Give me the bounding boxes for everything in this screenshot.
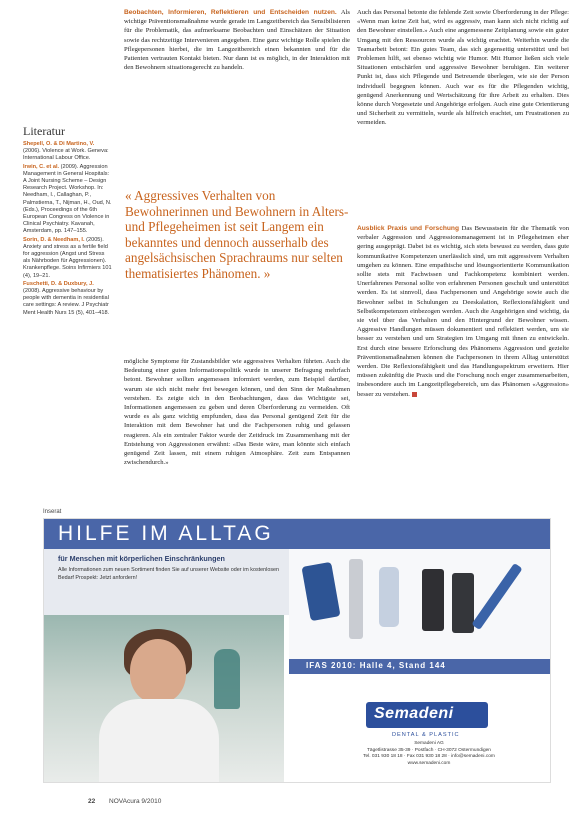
article-column-right-top bbox=[357, 8, 569, 128]
ad-website-link[interactable]: www.semadeni.com bbox=[407, 760, 451, 766]
ad-label: Inserat bbox=[43, 509, 62, 515]
ad-subtitle: für Menschen mit körperlichen Einschränkungen bbox=[58, 554, 225, 563]
ad-booth-text: IFAS 2010: Halle 4, Stand 144 bbox=[306, 661, 446, 670]
literature-ref: Fuschetti, D. & Duxbury, J. (2008). Aggressive behaviour by people with dementia in residential care settings: A review. J Psychiatr Ment Health Nurs 15 (5), 401–418. bbox=[23, 280, 110, 316]
product-glass-icon bbox=[379, 567, 399, 627]
page-number: 22 bbox=[88, 798, 96, 805]
pull-quote: « Aggressives Verhalten von Bewohnerinnen und Bewohnern in Alters- und Pflegeheimen ist seit Langem ein bekanntes und dennoch ausserhalb des angelsächsischen Sprachraums nur selten thematisiertes Phänomen. » bbox=[125, 188, 349, 281]
literature-ref: Sorin, D. & Needham, I. (2005). Anxiety and stress as a fertile field for aggression (Angst und Stress als Nährboden für Aggressionen). Krankenpflege. Soins Infirmiers 101 (4), 19–21. bbox=[23, 236, 112, 279]
person-body bbox=[99, 699, 219, 783]
background-figure bbox=[214, 649, 240, 709]
article-column-mid-center bbox=[124, 357, 350, 467]
article-column-top-center bbox=[124, 8, 350, 72]
end-mark bbox=[412, 392, 417, 397]
brand-sub: DENTAL & PLASTIC bbox=[392, 732, 460, 738]
subheading-lead: Beobachten, Informieren, Reflektieren und Entscheiden nutzen. bbox=[124, 9, 337, 16]
ad-contact: Semadeni AG Tägetlistrasse 35-39 · Postfach · CH-3072 Ostermundigen Tel. 031 930 18 18 · Fax 031 930 18 28 · info@semadeni.com www.semadeni.com bbox=[349, 741, 509, 767]
advertisement[interactable] bbox=[43, 518, 551, 783]
subheading-lead: Ausblick Praxis und Forschung bbox=[357, 225, 459, 232]
product-grip-icon bbox=[422, 569, 444, 631]
person-face bbox=[130, 639, 186, 703]
page-footer bbox=[88, 798, 161, 805]
product-cutlery-icon bbox=[349, 559, 363, 639]
literature-ref: Irwin, C. et al. (2009). Aggression Management in General Hospitals: A Joint Nursing Scheme – Design Research Project. Workshop. In: Needham, I., Callaghan, P., Palmstierna, T., Nijman, H., Oud, N. (Eds.), Proceedings of the 6th European Congress on Violence in Clinical Psychiatry. Kavanah, Amsterdam, pp. 147–155. bbox=[23, 163, 112, 235]
ad-text: Alle Informationen zum neuen Sortiment finden Sie auf unserer Website oder im kostenlosen Bedarf Prospekt: Jetzt anfordern! bbox=[58, 567, 280, 581]
product-grip-icon bbox=[452, 573, 474, 633]
article-column-right-bottom bbox=[357, 224, 569, 399]
paragraph: Als wichtige Präventionsmaßnahme wurde gerade im Langzeitbereich das Sensibilisieren für die Problematik, das aufmerksame Beobachten und Einschätzen der Situation sowie das rechtzeitige Intervenieren angegeben. Eine ganz wichtige Rolle spielen die Pflegepersonen hierbei, die im Langzeitbereich einen bekannten und für die Patienten vertrauten Kontakt bieten. Nur dann ist es möglich, in der Interaktion mit den Bewohnern situationsgerecht zu handeln. bbox=[124, 9, 350, 72]
brand-name: Semadeni bbox=[374, 705, 454, 722]
journal-name: NOVAcura 9/2010 bbox=[109, 798, 162, 805]
paragraph: Auch das Personal betonte die fehlende Zeit sowie Überforderung in der Pflege: «Wenn man keine Zeit hat, wird es aggressiv, man kann sich nicht richtig auf den Bewohner einstellen.» Auch eine angemessene Zeitplanung sowie ein guter Umgang mit den Ressourcen wurde als wichtig erachtet. Weiterhin wurde die Teamarbeit betont: Ein gutes Team, das sich gegenseitig unterstützt und bei Problemen hilft, sei ebenso wichtig wie Humor. Mit Humor ließen sich viele Situationen entschärfen und aggressive Bewohner beruhigen. Ein weiterer Punkt ist, dass sich Pflegende und Betreuende überlegen, wie sie der Person individuell begegnen können. Auch war es für die Pflegenden wichtig, genügend Anerkennung und Wertschätzung für ihre Arbeit zu erhalten. Dies könne durch Vorgesetzte und Angehörige erfolgen. Auch eine gute Orientierung und Sicherheit zu vermitteln, wurde als hilfreich erachtet, um Frustrationen zu vermeiden. bbox=[357, 9, 569, 127]
paragraph: Das Bewusstsein für die Thematik von verbaler Aggression und Aggressionsmanagement ist in Pflegeheimen eher gering ausgeprägt. Dabei ist es wichtig, sich stets bewusst zu werden, dass gute kommunikative Kompetenzen unerlässlich sind, um mit aggressivem Verhalten umgehen zu können. Eine empathische und lösungsorientierte Kommunikation sollte stets mit Fachwissen und Fachkompetenz kombiniert werden. Unerfahrenes Personal sollte von erfahrenen Personen geschult und unterstützt werden. Es ist sinnvoll, dass Fachpersonen und Angehörige sowie auch die Bewohner selbst in Schulungen zu Deeskalation, Reflexionsfähigkeit und Selbstkompetenzen einbezogen werden. Auch die Angehörigen sind wichtig, da sie viel über das Verhalten und den Hintergrund der Bewohner wissen. Aggressive Handlungen müssen dokumentiert und reflektiert werden, um sie besser zu verstehen und um Strategien im Umgang mit ihnen zu entwickeln. Erst durch eine bessere Erforschung des Phänomens Aggression und gezielte Präventionsmaßnahmen können die Fachpersonen in ihrem Alltag unterstützt werden. Die Reflexionsfähigkeit und das Handlungsspektrum erweitern. Hier müssen zukünftig die Praxis und die Forschung noch enger zusammenarbeiten, insbesondere auch im Langzeitpflegebereich, um das Phänomen «Aggression» besser zu verstehen. bbox=[357, 225, 569, 398]
ad-headline: HILFE IM ALLTAG bbox=[58, 522, 274, 545]
paragraph: mögliche Symptome für Zustandsbilder wie aggressives Verhalten führten. Auch die Bedeutung einer guten Informationspolitik wurde in unserer Befragung mehrfach betont. Bewohner sollten angemessen informiert werden, zum Beispiel darüber, warum sie sich nicht mehr frei bewegen können, und den Sinn der Maßnahmen verstehen. Es zeigte sich in den Beobachtungen, dass das Wichtigste sei, Informationen angemessen zu geben und deren Überforderung zu vermeiden. Oft wurde es als ganz wichtig empfunden, dass das Personal genügend Zeit für die Interaktion mit dem Bewohner hat und die Fachpersonen ruhig und gelassen reagieren. Als ein zentraler Faktor wurde der Zeitdruck im Zusammenhang mit der Entstehung von Aggressionen erwähnt: «Das Beste wäre, man könnte sich einfach genügend Zeit lassen, mit einem ruhigen Atmosphäre. Zeit zum Entspannen zwischendurch.» bbox=[124, 358, 350, 467]
literature-title: Literatur bbox=[23, 124, 65, 138]
literature-ref: Shepell, O. & Di Martino, V. (2006). Violence at Work. Geneva: International Labour Office. bbox=[23, 141, 109, 162]
literature-list bbox=[23, 141, 113, 318]
